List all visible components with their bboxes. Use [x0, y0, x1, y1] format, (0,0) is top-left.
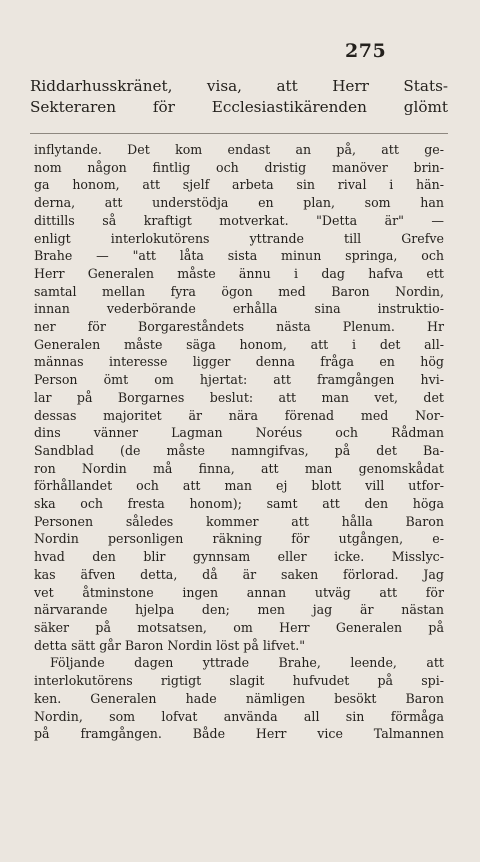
body-line: Nordin personligen räkning för utgången, e- — [34, 531, 444, 547]
running-head-line: Sekteraren för Ecclesiastikärenden glömt — [30, 98, 448, 116]
body-line: dessas majoritet är nära förenad med Nor- — [34, 407, 444, 423]
body-line: Brahe — "att låta sista minun springa, och — [34, 248, 444, 264]
body-line: hvad den blir gynnsam eller icke. Misslyc- — [34, 549, 444, 565]
body-line: enligt interlokutörens yttrande till Grefve — [34, 230, 444, 246]
body-line: Herr Generalen måste ännu i dag hafva ett — [34, 265, 444, 281]
body-line: Personen således kommer att hålla Baron — [34, 513, 444, 529]
body-line: Sandblad (de måste namngifvas, på det Ba- — [34, 442, 444, 458]
body-line: inflytande. Det kom endast an på, att ge- — [34, 142, 444, 157]
body-line: ron Nordin må finna, att man genomskådat — [34, 460, 444, 476]
body-line: säker på motsatsen, om Herr Generalen på — [34, 619, 444, 635]
body-line: interlokutörens rigtigt slagit hufvudet på spi- — [34, 673, 444, 689]
running-head — [30, 76, 448, 118]
body-line: på framgången. Både Herr vice Talmannen — [34, 726, 444, 742]
running-head-line: Riddarhusskränet, visa, att Herr Stats- — [30, 77, 448, 95]
body-line: Person ömt om hjertat: att framgången hvi- — [34, 372, 444, 388]
body-line: förhållandet och att man ej blott vill utfor- — [34, 478, 444, 494]
body-line: Följande dagen yttrade Brahe, leende, att — [50, 655, 444, 671]
body-line: männas interesse ligger denna fråga en hög — [34, 354, 444, 370]
body-line: ner för Borgareståndets nästa Plenum. Hr — [34, 319, 444, 335]
body-line: lar på Borgarnes beslut: att man vet, det — [34, 389, 444, 405]
body-line: nom någon fintlig och dristig manöver brin- — [34, 159, 444, 175]
body-line: ga honom, att sjelf arbeta sin rival i hän- — [34, 177, 444, 193]
body-line: dittills så kraftigt motverkat. "Detta är" — — [34, 212, 444, 228]
body-line: ken. Generalen hade nämligen besökt Baron — [34, 690, 444, 706]
body-line: kas äfven detta, då är saken förlorad. Jag — [34, 566, 444, 582]
body-line: dins vänner Lagman Noréus och Rådman — [34, 425, 444, 441]
body-line: Nordin, som lofvat använda all sin förmåga — [34, 708, 444, 724]
page-number: 275 — [345, 40, 387, 62]
body-line: samtal mellan fyra ögon med Baron Nordin, — [34, 283, 444, 299]
header-rule — [30, 133, 448, 134]
body-line: Generalen måste säga honom, att i det all- — [34, 336, 444, 352]
body-line: detta sätt går Baron Nordin löst på lifvet." — [34, 637, 305, 653]
body-line: närvarande hjelpa den; men jag är nästan — [34, 602, 444, 618]
body-line: ska och fresta honom); samt att den höga — [34, 496, 444, 512]
body-line: innan vederbörande erhålla sina instruktio- — [34, 301, 444, 317]
body-line: derna, att understödja en plan, som han — [34, 195, 444, 211]
body-text — [34, 141, 444, 743]
body-line: vet åtminstone ingen annan utväg att för — [34, 584, 444, 600]
